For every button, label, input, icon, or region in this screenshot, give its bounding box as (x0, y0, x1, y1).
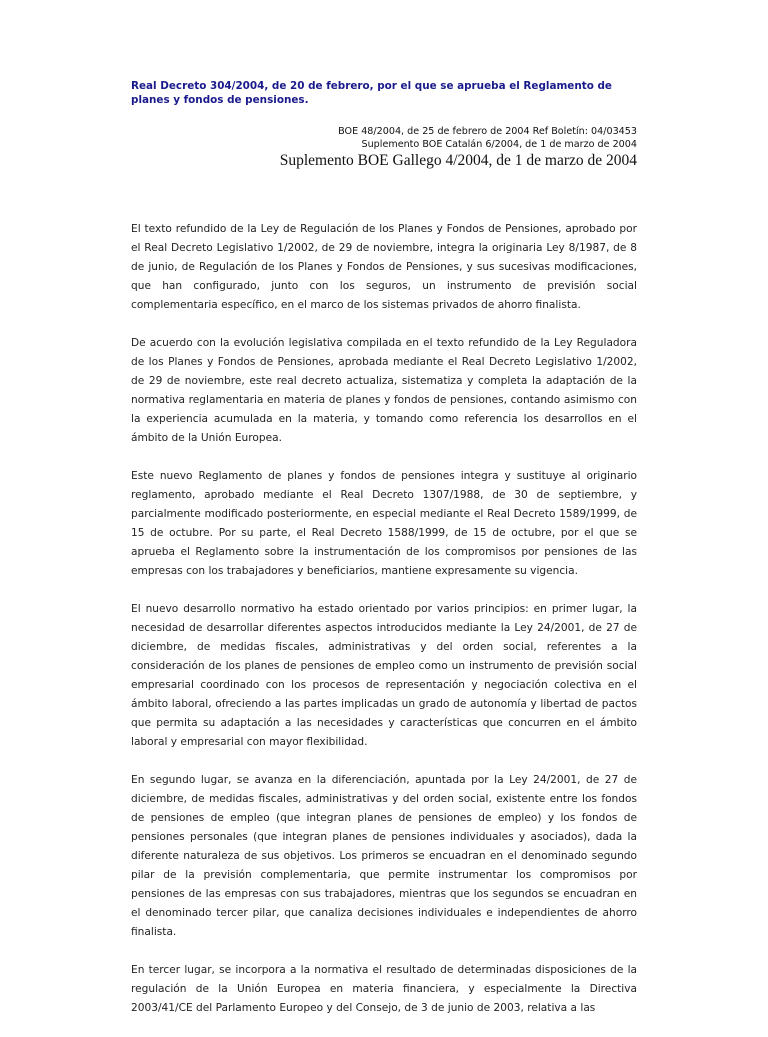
paragraph-3: Este nuevo Reglamento de planes y fondos de pensiones integra y sustituye al originario reglamento, aprobado mediante el Real Decreto 1307/1988, de 30 de septiembre, y parcialmente modificado posteriormente, en especial mediante el Real Decreto 1589/1999, de 15 de octubre. Por su parte, el Real Decreto 1588/1999, de 15 de octubre, por el que se aprueba el Reglamento sobre la instrumentación de los compromisos por pensiones de las empresas con los trabajadores y beneficiarios, mantiene expresamente su vigencia. (131, 470, 637, 577)
paragraph-1: El texto refundido de la Ley de Regulación de los Planes y Fondos de Pensiones, aprobado por el Real Decreto Legislativo 1/2002, de 29 de noviembre, integra la originaria Ley 8/1987, de 8 de junio, de Regulación de los Planes y Fondos de Pensiones, y sus sucesivas modificaciones, que han configurado, junto con los seguros, un instrumento de previsión social complementaria específico, en el marco de los sistemas privados de ahorro finalista. (131, 223, 637, 311)
paragraph-2: De acuerdo con la evolución legislativa compilada en el texto refundido de la Ley Reguladora de los Planes y Fondos de Pensiones, aprobada mediante el Real Decreto Legislativo 1/2002, de 29 de noviembre, este real decreto actualiza, sistematiza y completa la adaptación de la normativa reglamentaria en materia de planes y fondos de pensiones, contando asimismo con la experiencia acumulada en la materia, y tomando como referencia los desarrollos en el ámbito de la Unión Europea. (131, 337, 637, 444)
paragraph-5: En segundo lugar, se avanza en la diferenciación, apuntada por la Ley 24/2001, de 27 de diciembre, de medidas fiscales, administrativas y del orden social, existente entre los fondos de pensiones de empleo (que integran planes de pensiones de empleo) y los fondos de pensiones personales (que integran planes de pensiones individuales y asociados), dada la diferente naturaleza de sus objetivos. Los primeros se encuadran en el denominado segundo pilar de la previsión complementaria, que permite instrumentar los compromisos por pensiones de las empresas con sus trabajadores, mientras que los segundos se encuadran en el denominado tercer pilar, que canaliza decisiones individuales e independientes de ahorro finalista. (131, 774, 637, 938)
document-body (131, 220, 637, 1018)
catalan-supplement-reference: Suplemento BOE Catalán 6/2004, de 1 de marzo de 2004 (361, 139, 637, 150)
paragraph-4: El nuevo desarrollo normativo ha estado orientado por varios principios: en primer lugar, la necesidad de desarrollar diferentes aspectos introducidos mediante la Ley 24/2001, de 27 de diciembre, de medidas fiscales, administrativas y del orden social, referentes a la consideración de los planes de pensiones de empleo como un instrumento de previsión social empresarial coordinado con los procesos de representación y negociación colectiva en el ámbito laboral, ofreciendo a las partes implicadas un grado de autonomía y libertad de pactos que permita su adaptación a las necesidades y características que concurren en el ámbito laboral y empresarial con mayor flexibilidad. (131, 603, 637, 748)
publication-references (131, 125, 637, 170)
boe-reference: BOE 48/2004, de 25 de febrero de 2004 Ref Boletín: 04/03453 (338, 126, 637, 137)
paragraph-6: En tercer lugar, se incorpora a la normativa el resultado de determinadas disposiciones de la regulación de la Unión Europea en materia financiera, y especialmente la Directiva 2003/41/CE del Parlamento Europeo y del Consejo, de 3 de junio de 2003, relativa a las (131, 964, 637, 1014)
galician-supplement-reference: Suplemento BOE Gallego 4/2004, de 1 de marzo de 2004 (279, 152, 637, 169)
document-page (131, 79, 637, 1037)
document-title: Real Decreto 304/2004, de 20 de febrero, por el que se aprueba el Reglamento de planes y fondos de pensiones. (131, 80, 612, 106)
